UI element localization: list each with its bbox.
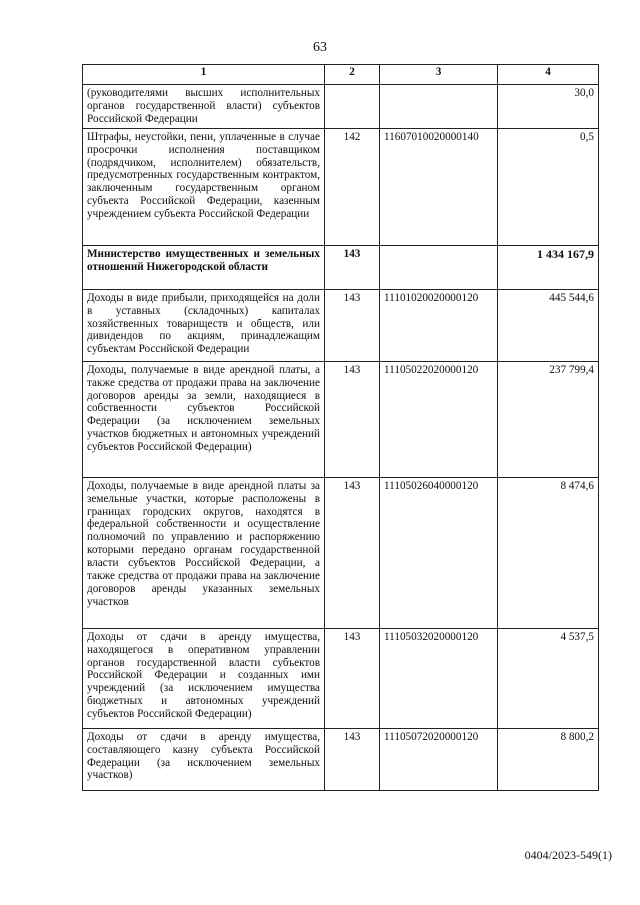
row-amount: 4 537,5 [498, 628, 599, 728]
table-row [83, 85, 599, 129]
header-col-4: 4 [498, 65, 599, 85]
row-amount: 8 800,2 [498, 728, 599, 790]
row-admin-code [325, 85, 380, 129]
row-amount: 30,0 [498, 85, 599, 129]
row-kbk-code: 11105026040000120 [380, 477, 498, 628]
row-description: Министерство имущественных и земельных отношений Нижегородской области [83, 245, 325, 289]
table-row [83, 628, 599, 728]
row-kbk-code: 11607010020000140 [380, 128, 498, 245]
row-amount: 1 434 167,9 [498, 245, 599, 289]
table-row [83, 289, 599, 361]
table-row [83, 128, 599, 245]
row-admin-code: 143 [325, 477, 380, 628]
row-admin-code: 143 [325, 728, 380, 790]
row-description: Доходы, получаемые в виде арендной платы, а также средства от продажи права на заключение договоров аренды за земли, находящиеся в собственности субъектов Российской Федерации (за исключением земельных участков бюджетных и автономных учреждений субъектов Российской Федерации) [83, 361, 325, 477]
row-description: Штрафы, неустойки, пени, уплаченные в случае просрочки исполнения поставщиком (подрядчиком, исполнителем) обязательств, предусмотренных государственным контрактом, заключенным государственным органом субъекта Российской Федерации, казенным учреждением субъекта Российской Федерации [83, 128, 325, 245]
table-row [83, 361, 599, 477]
row-admin-code: 142 [325, 128, 380, 245]
revenue-table [82, 64, 599, 791]
row-amount: 445 544,6 [498, 289, 599, 361]
row-kbk-code: 11105032020000120 [380, 628, 498, 728]
row-admin-code: 143 [325, 361, 380, 477]
row-admin-code: 143 [325, 245, 380, 289]
row-kbk-code: 11105072020000120 [380, 728, 498, 790]
header-col-2: 2 [325, 65, 380, 85]
table-row [83, 477, 599, 628]
header-col-3: 3 [380, 65, 498, 85]
row-kbk-code: 11101020020000120 [380, 289, 498, 361]
table-row-ministry [83, 245, 599, 289]
table-row [83, 728, 599, 790]
page-number: 63 [313, 40, 327, 55]
row-kbk-code [380, 245, 498, 289]
row-kbk-code [380, 85, 498, 129]
row-admin-code: 143 [325, 289, 380, 361]
row-amount: 0,5 [498, 128, 599, 245]
table-body [83, 85, 599, 791]
row-description: Доходы от сдачи в аренду имущества, составляющего казну субъекта Российской Федерации (за исключением земельных участков) [83, 728, 325, 790]
header-col-1: 1 [83, 65, 325, 85]
row-amount: 8 474,6 [498, 477, 599, 628]
row-description: Доходы в виде прибыли, приходящейся на доли в уставных (складочных) капиталах хозяйственных товариществ и обществ, или дивидендов по акциям, принадлежащим субъектам Российской Федерации [83, 289, 325, 361]
document-number: 0404/2023-549(1) [524, 848, 612, 862]
row-admin-code: 143 [325, 628, 380, 728]
row-description: Доходы, получаемые в виде арендной платы за земельные участки, которые расположены в границах городских округов, находятся в федеральной собственности и осуществление полномочий по управлению и распоряжению которыми передано органам государственной власти субъектов Российской Федерации, а также средства от продажи права на заключение договоров аренды указанных земельных участков [83, 477, 325, 628]
row-amount: 237 799,4 [498, 361, 599, 477]
row-kbk-code: 11105022020000120 [380, 361, 498, 477]
table-header-row [83, 65, 599, 85]
row-description: Доходы от сдачи в аренду имущества, находящегося в оперативном управлении органов государственной власти субъектов Российской Федерации и созданных ими учреждений (за исключением имущества бюджетных и автономных учреждений субъектов Российской Федерации) [83, 628, 325, 728]
row-description: (руководителями высших исполнительных органов государственной власти) субъектов Российской Федерации [83, 85, 325, 129]
